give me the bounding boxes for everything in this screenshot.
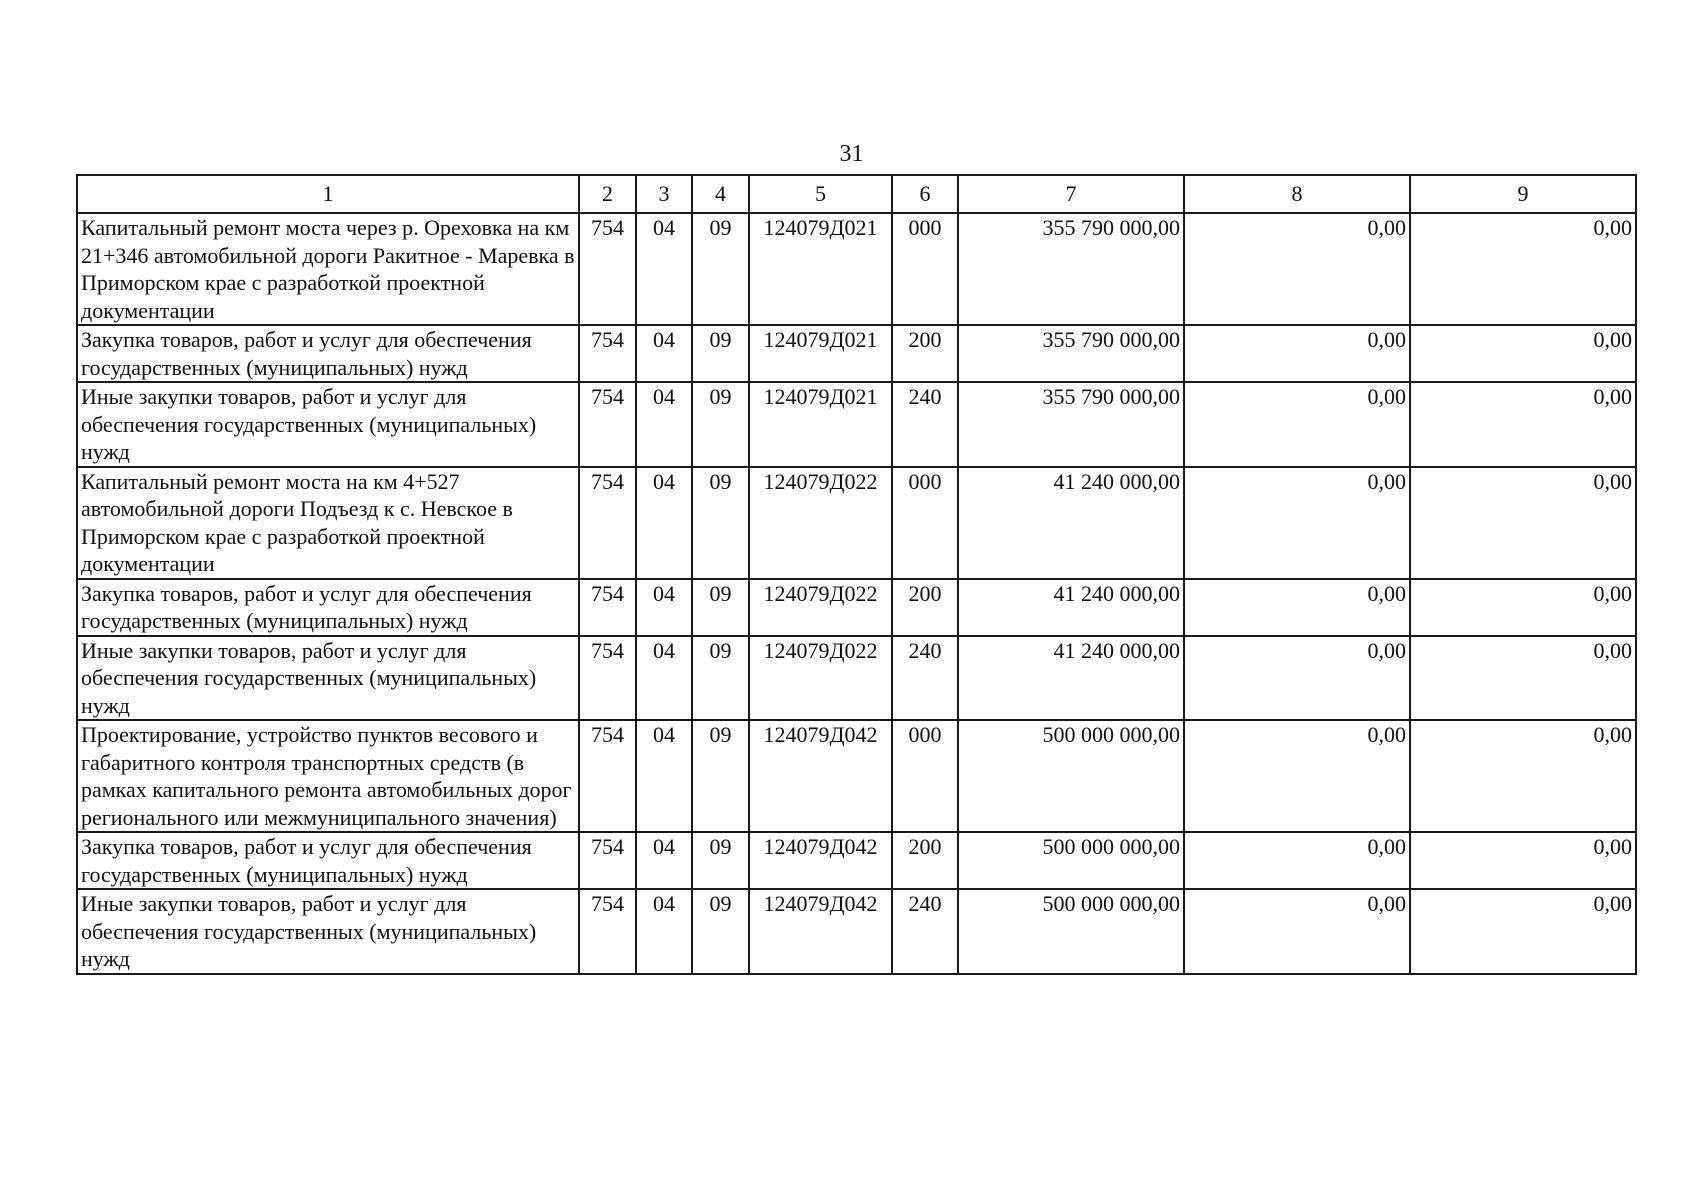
header-cell-9: 9	[1410, 175, 1636, 213]
row-expense-type: 240	[892, 636, 958, 721]
table-row	[77, 325, 1636, 382]
table-row	[77, 832, 1636, 889]
row-gr-code: 754	[579, 832, 636, 889]
row-gr-code: 754	[579, 579, 636, 636]
header-cell-5: 5	[749, 175, 892, 213]
row-name: Закупка товаров, работ и услуг для обеспечения государственных (муниципальных) нужд	[77, 832, 579, 889]
row-subsection-code: 09	[692, 636, 749, 721]
row-subsection-code: 09	[692, 325, 749, 382]
row-expense-type: 200	[892, 832, 958, 889]
row-section-code: 04	[636, 467, 692, 579]
row-section-code: 04	[636, 325, 692, 382]
row-amount-7: 41 240 000,00	[958, 579, 1184, 636]
row-amount-7: 355 790 000,00	[958, 382, 1184, 467]
row-target-code: 124079Д021	[749, 213, 892, 325]
row-name: Капитальный ремонт моста на км 4+527 автомобильной дороги Подъезд к с. Невское в Приморском крае с разработкой проектной документации	[77, 467, 579, 579]
row-subsection-code: 09	[692, 382, 749, 467]
row-gr-code: 754	[579, 213, 636, 325]
row-amount-8: 0,00	[1184, 213, 1410, 325]
header-cell-6: 6	[892, 175, 958, 213]
header-cell-4: 4	[692, 175, 749, 213]
row-gr-code: 754	[579, 636, 636, 721]
row-amount-9: 0,00	[1410, 325, 1636, 382]
row-section-code: 04	[636, 382, 692, 467]
header-cell-3: 3	[636, 175, 692, 213]
row-expense-type: 240	[892, 889, 958, 974]
table-row	[77, 579, 1636, 636]
row-amount-9: 0,00	[1410, 382, 1636, 467]
row-name: Иные закупки товаров, работ и услуг для обеспечения государственных (муниципальных) нужд	[77, 636, 579, 721]
table-row	[77, 213, 1636, 325]
row-target-code: 124079Д021	[749, 382, 892, 467]
row-gr-code: 754	[579, 467, 636, 579]
row-expense-type: 000	[892, 720, 958, 832]
row-section-code: 04	[636, 832, 692, 889]
page-number: 31	[839, 141, 864, 167]
row-amount-8: 0,00	[1184, 325, 1410, 382]
row-amount-9: 0,00	[1410, 467, 1636, 579]
row-name: Закупка товаров, работ и услуг для обеспечения государственных (муниципальных) нужд	[77, 325, 579, 382]
row-subsection-code: 09	[692, 467, 749, 579]
row-subsection-code: 09	[692, 579, 749, 636]
row-amount-7: 355 790 000,00	[958, 325, 1184, 382]
row-section-code: 04	[636, 636, 692, 721]
row-gr-code: 754	[579, 889, 636, 974]
row-amount-8: 0,00	[1184, 889, 1410, 974]
header-cell-2: 2	[579, 175, 636, 213]
table-row	[77, 636, 1636, 721]
row-amount-9: 0,00	[1410, 636, 1636, 721]
row-amount-8: 0,00	[1184, 636, 1410, 721]
table-row	[77, 889, 1636, 974]
row-gr-code: 754	[579, 720, 636, 832]
row-gr-code: 754	[579, 325, 636, 382]
row-amount-7: 355 790 000,00	[958, 213, 1184, 325]
row-amount-8: 0,00	[1184, 467, 1410, 579]
row-target-code: 124079Д022	[749, 467, 892, 579]
row-section-code: 04	[636, 213, 692, 325]
row-name: Иные закупки товаров, работ и услуг для обеспечения государственных (муниципальных) нужд	[77, 889, 579, 974]
row-subsection-code: 09	[692, 889, 749, 974]
row-amount-9: 0,00	[1410, 579, 1636, 636]
header-cell-1: 1	[77, 175, 579, 213]
row-amount-8: 0,00	[1184, 382, 1410, 467]
row-expense-type: 000	[892, 467, 958, 579]
row-name: Закупка товаров, работ и услуг для обеспечения государственных (муниципальных) нужд	[77, 579, 579, 636]
row-amount-9: 0,00	[1410, 720, 1636, 832]
row-amount-8: 0,00	[1184, 720, 1410, 832]
row-amount-7: 500 000 000,00	[958, 832, 1184, 889]
row-amount-8: 0,00	[1184, 832, 1410, 889]
row-section-code: 04	[636, 720, 692, 832]
header-cell-7: 7	[958, 175, 1184, 213]
header-row	[77, 175, 1636, 213]
row-amount-9: 0,00	[1410, 832, 1636, 889]
table-row	[77, 382, 1636, 467]
row-name: Капитальный ремонт моста через р. Ореховка на км 21+346 автомобильной дороги Ракитное - Маревка в Приморском крае с разработкой проектной документации	[77, 213, 579, 325]
row-name: Иные закупки товаров, работ и услуг для обеспечения государственных (муниципальных) нужд	[77, 382, 579, 467]
row-gr-code: 754	[579, 382, 636, 467]
table-row	[77, 467, 1636, 579]
row-amount-8: 0,00	[1184, 579, 1410, 636]
row-amount-7: 500 000 000,00	[958, 720, 1184, 832]
row-target-code: 124079Д022	[749, 579, 892, 636]
row-target-code: 124079Д042	[749, 832, 892, 889]
row-target-code: 124079Д021	[749, 325, 892, 382]
table-row	[77, 720, 1636, 832]
row-section-code: 04	[636, 889, 692, 974]
row-section-code: 04	[636, 579, 692, 636]
row-subsection-code: 09	[692, 832, 749, 889]
header-cell-8: 8	[1184, 175, 1410, 213]
row-subsection-code: 09	[692, 213, 749, 325]
row-subsection-code: 09	[692, 720, 749, 832]
row-expense-type: 200	[892, 579, 958, 636]
row-amount-7: 41 240 000,00	[958, 636, 1184, 721]
row-target-code: 124079Д022	[749, 636, 892, 721]
row-expense-type: 240	[892, 382, 958, 467]
row-expense-type: 000	[892, 213, 958, 325]
row-amount-7: 41 240 000,00	[958, 467, 1184, 579]
row-expense-type: 200	[892, 325, 958, 382]
budget-table	[76, 174, 1637, 975]
row-amount-7: 500 000 000,00	[958, 889, 1184, 974]
row-target-code: 124079Д042	[749, 720, 892, 832]
row-name: Проектирование, устройство пунктов весового и габаритного контроля транспортных средств (в рамках капитального ремонта автомобильных дорог регионального или межмуниципального значения)	[77, 720, 579, 832]
row-amount-9: 0,00	[1410, 213, 1636, 325]
row-amount-9: 0,00	[1410, 889, 1636, 974]
row-target-code: 124079Д042	[749, 889, 892, 974]
